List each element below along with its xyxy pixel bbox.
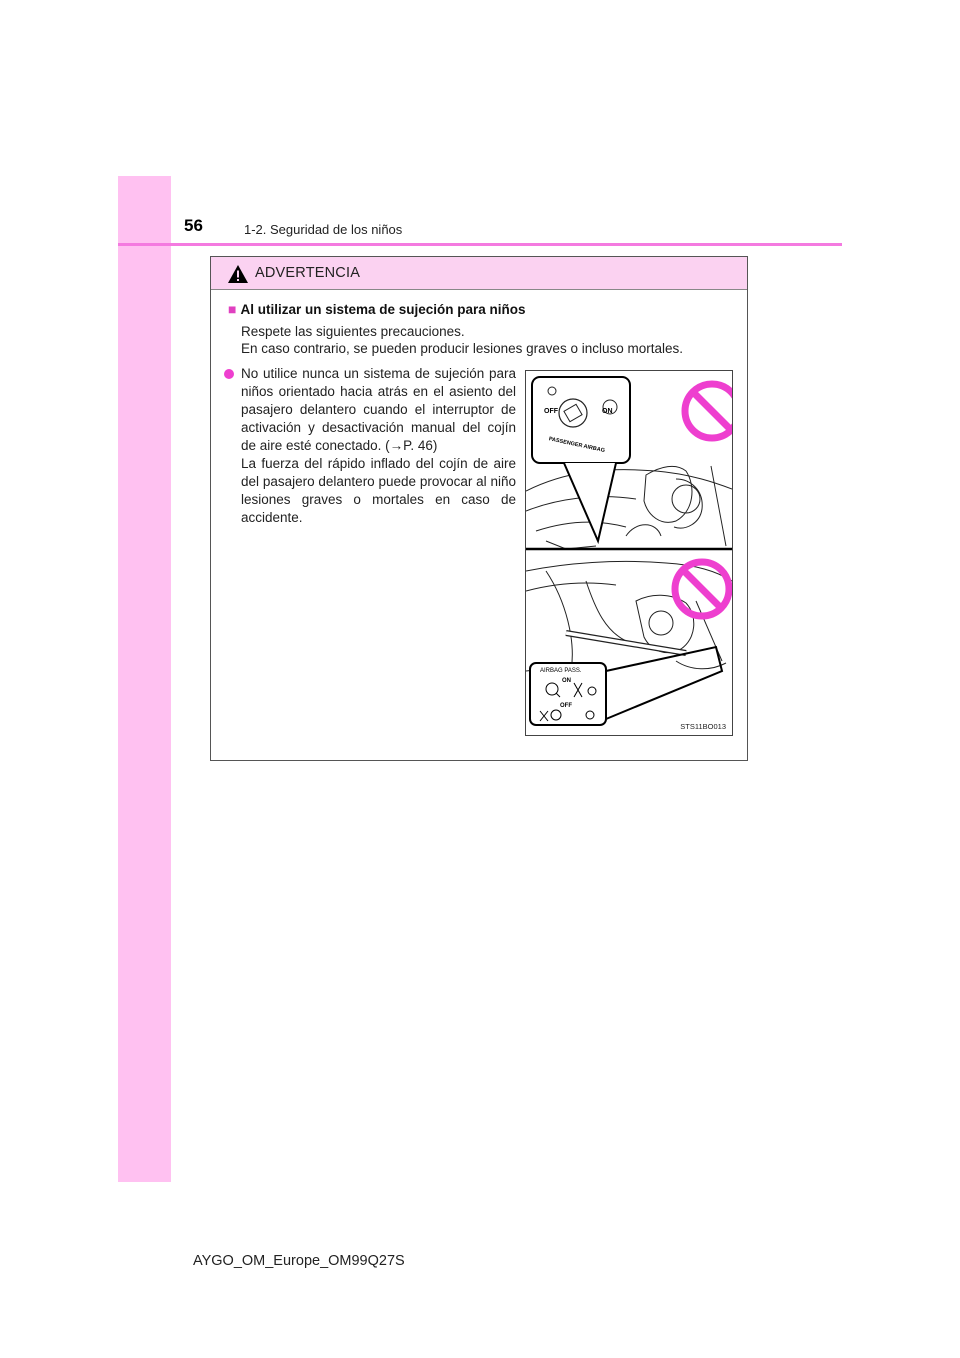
- bullet-paragraph: No utilice nunca un sistema de sujeción para niños orientado hacia atrás en el asiento del pasajero delantero cuando el interruptor de activación y desactivación manual del cojín de aire esté conectado. (→P. 46): [241, 366, 516, 453]
- warning-triangle-icon: [227, 264, 249, 284]
- document-code: AYGO_OM_Europe_OM99Q27S: [193, 1253, 405, 1269]
- header-rule: [118, 243, 842, 246]
- section-title: 1-2. Seguridad de los niños: [244, 222, 403, 237]
- warning-title: ADVERTENCIA: [255, 265, 361, 281]
- warning-box: [210, 256, 748, 761]
- prohibition-icon-bottom: [675, 562, 729, 616]
- bullet-paragraph: La fuerza del rápido inflado del cojín de aire del pasajero delantero puede provocar al niño lesiones graves o mortales en caso de accidente.: [241, 456, 516, 525]
- panel-off-label: OFF: [560, 703, 572, 709]
- prohibition-icon-top: [685, 384, 732, 438]
- panel-on-label: ON: [562, 678, 571, 684]
- warning-intro: [241, 323, 741, 357]
- warning-topic: ■ Al utilizar un sistema de sujeción para niños: [228, 301, 526, 317]
- circle-bullet-icon: [224, 369, 234, 379]
- switch-ring-label: PASSENGER AIRBAG: [548, 436, 606, 455]
- page-side-strip: [118, 176, 171, 1182]
- warning-bullet: [224, 365, 516, 527]
- dashboard-sketch-top: [526, 466, 732, 549]
- switch-on-label: ON: [602, 408, 613, 415]
- intro-line: En caso contrario, se pueden producir lesiones graves o incluso mortales.: [241, 341, 683, 356]
- page-number: 56: [184, 216, 203, 235]
- airbag-illustration-svg: [526, 371, 732, 735]
- warning-header: [211, 257, 747, 290]
- square-bullet-icon: ■: [228, 301, 237, 317]
- figure-code: STS11BO013: [680, 722, 726, 731]
- airbag-illustration: [525, 370, 733, 736]
- switch-off-label: OFF: [544, 408, 558, 415]
- panel-title: AIRBAG PASS.: [540, 668, 582, 674]
- intro-line: Respete las siguientes precauciones.: [241, 324, 465, 339]
